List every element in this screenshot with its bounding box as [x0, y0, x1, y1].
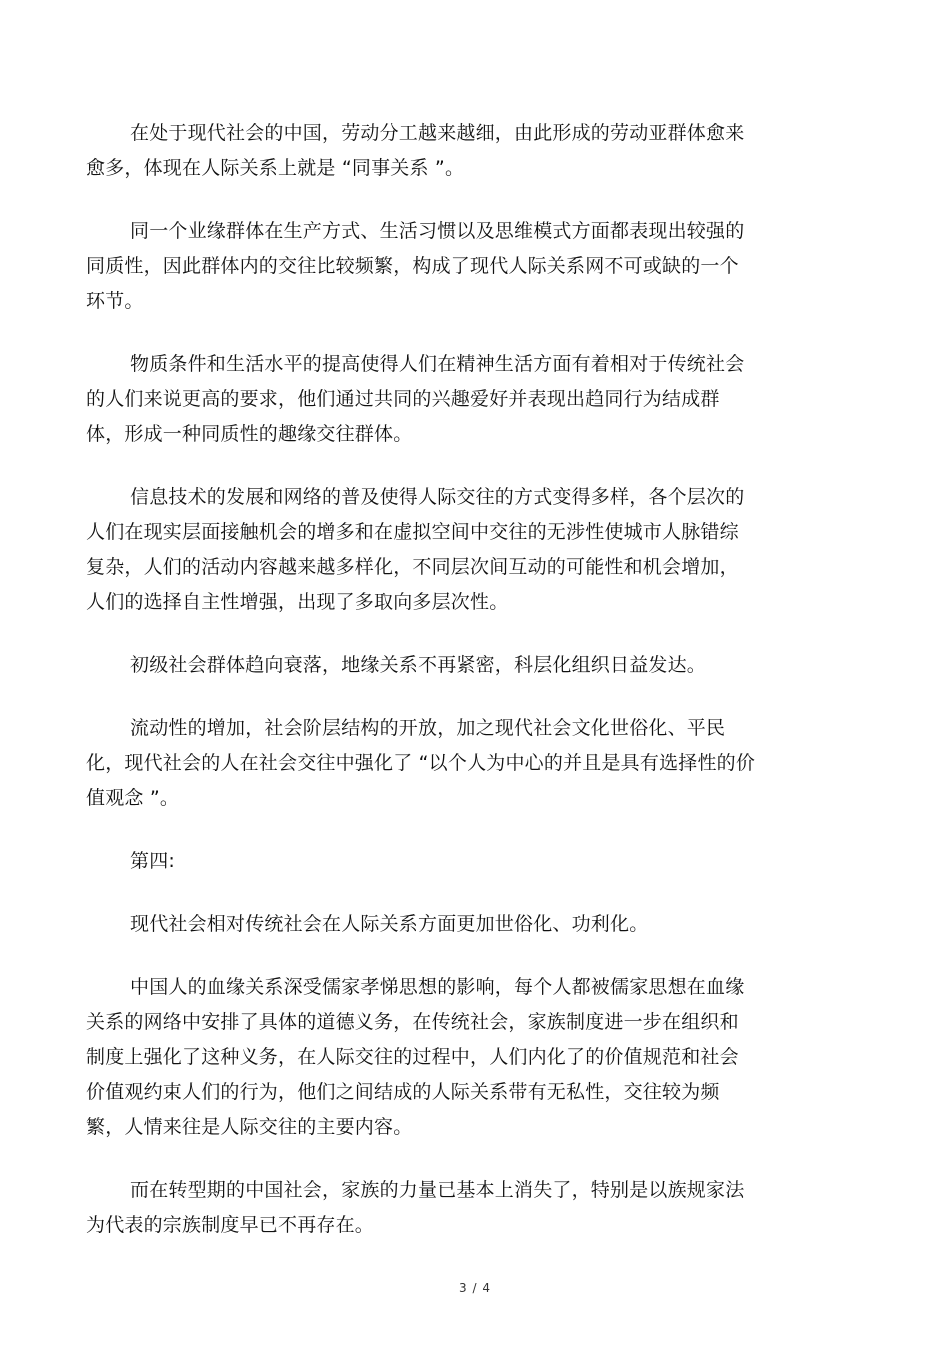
paragraph-line: 化，现代社会的人在社会交往中强化了 “以个人为中心的并且是具有选择性的价	[86, 752, 756, 774]
paragraph-line: 初级社会群体趋向衰落，地缘关系不再紧密，科层化组织日益发达。	[130, 654, 707, 676]
paragraph-primary-groups	[86, 648, 802, 683]
paragraph-mobility	[86, 711, 802, 816]
paragraph-line: 而在转型期的中国社会，家族的力量已基本上消失了，特别是以族规家法	[130, 1179, 745, 1201]
paragraph-line: 现代社会相对传统社会在人际关系方面更加世俗化、功利化。	[130, 913, 649, 935]
paragraph-secularization	[86, 907, 802, 942]
paragraph-occupational-group	[86, 214, 802, 319]
paragraph-line: 同一个业缘群体在生产方式、生活习惯以及思维模式方面都表现出较强的	[130, 220, 745, 242]
paragraph-line: 的人们来说更高的要求，他们通过共同的兴趣爱好并表现出趋同行为结成群	[86, 388, 720, 410]
paragraph-line: 人们的选择自主性增强，出现了多取向多层次性。	[86, 591, 509, 613]
paragraph-line: 流动性的增加，社会阶层结构的开放，加之现代社会文化世俗化、平民	[130, 717, 726, 739]
paragraph-line: 体，形成一种同质性的趣缘交往群体。	[86, 423, 413, 445]
paragraph-kinship-relations	[86, 970, 802, 1145]
body-text	[86, 116, 802, 1271]
paragraph-line: 为代表的宗族制度早已不再存在。	[86, 1214, 375, 1236]
paragraph-line: 物质条件和生活水平的提高使得人们在精神生活方面有着相对于传统社会	[130, 353, 745, 375]
paragraph-line: 人们在现实层面接触机会的增多和在虚拟空间中交往的无涉性使城市人脉错综	[86, 521, 739, 543]
paragraph-line: 关系的网络中安排了具体的道德义务，在传统社会，家族制度进一步在组织和	[86, 1011, 739, 1033]
section-heading-fourth	[86, 844, 802, 879]
paragraph-line: 在处于现代社会的中国，劳动分工越来越细，由此形成的劳动亚群体愈来	[130, 122, 745, 144]
paragraph-information-technology	[86, 480, 802, 620]
page-number: 3 / 4	[459, 1281, 491, 1295]
paragraph-line: 信息技术的发展和网络的普及使得人际交往的方式变得多样，各个层次的	[130, 486, 745, 508]
paragraph-transition-period	[86, 1173, 802, 1243]
paragraph-line: 环节。	[86, 290, 144, 312]
paragraph-line: 同质性，因此群体内的交往比较频繁，构成了现代人际关系网不可或缺的一个	[86, 255, 739, 277]
paragraph-line: 制度上强化了这种义务，在人际交往的过程中，人们内化了的价值规范和社会	[86, 1046, 739, 1068]
paragraph-interest-group	[86, 347, 802, 452]
paragraph-line: 愈多，体现在人际关系上就是 “同事关系 ”。	[86, 157, 465, 179]
paragraph-line: 繁，人情来往是人际交往的主要内容。	[86, 1116, 413, 1138]
section-heading-text: 第四:	[130, 850, 176, 872]
paragraph-line: 价值观约束人们的行为，他们之间结成的人际关系带有无私性，交往较为频	[86, 1081, 720, 1103]
paragraph-line: 复杂，人们的活动内容越来越多样化，不同层次间互动的可能性和机会增加，	[86, 556, 739, 578]
paragraph-line: 值观念 ”。	[86, 787, 180, 809]
paragraph-line: 中国人的血缘关系深受儒家孝悌思想的影响，每个人都被儒家思想在血缘	[130, 976, 745, 998]
paragraph-division-of-labor	[86, 116, 802, 186]
